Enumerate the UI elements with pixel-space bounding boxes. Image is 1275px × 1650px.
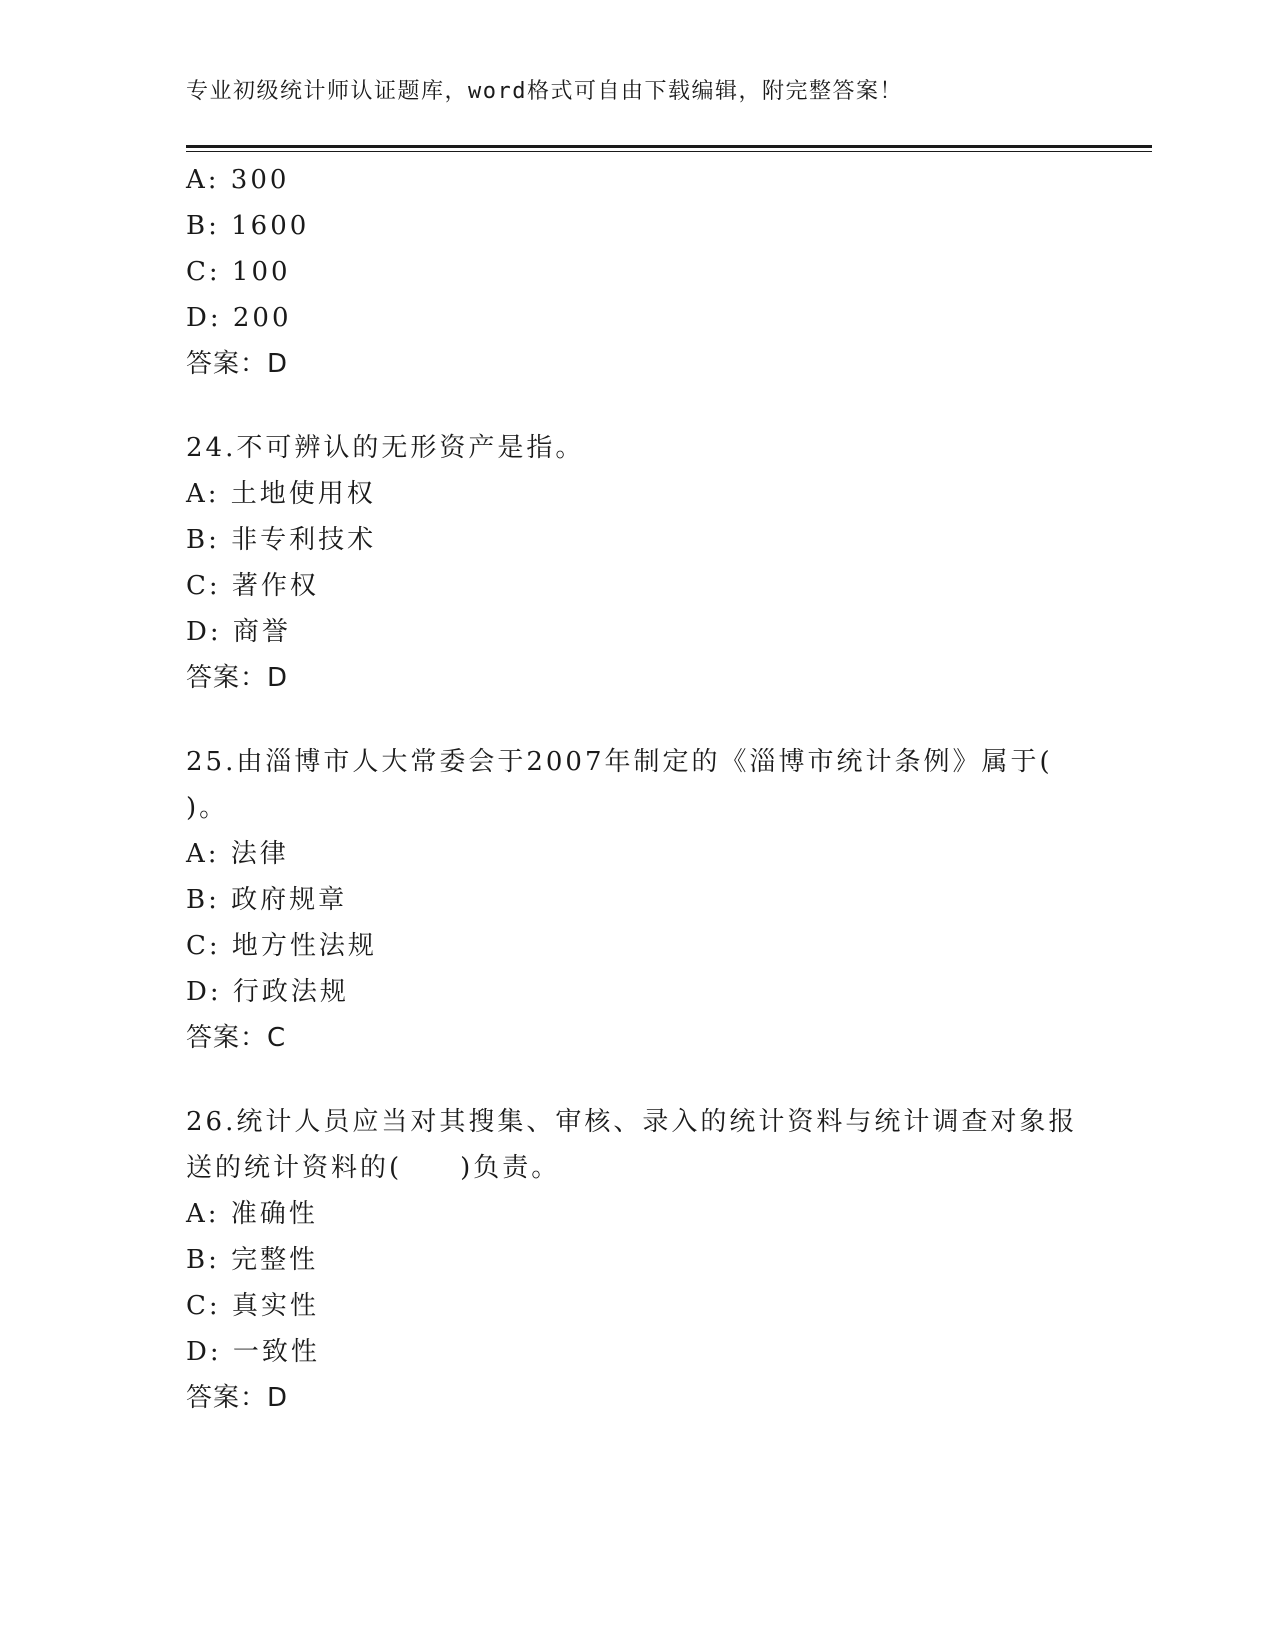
question-stem: 26.统计人员应当对其搜集、审核、录入的统计资料与统计调查对象报 — [186, 1107, 1078, 1137]
option-d: D: 200 — [186, 303, 292, 333]
answer: 答案：D — [186, 1383, 289, 1413]
option-c: C: 真实性 — [186, 1291, 319, 1321]
option-b: B: 非专利技术 — [186, 525, 377, 555]
option-d: D: 一致性 — [186, 1337, 320, 1367]
answer: 答案：D — [186, 349, 289, 379]
question-23 — [186, 157, 1086, 387]
option-c: C: 地方性法规 — [186, 931, 377, 961]
option-b: B: 政府规章 — [186, 885, 348, 915]
page-header: 专业初级统计师认证题库，word格式可自由下载编辑，附完整答案！ — [186, 79, 903, 104]
option-b: B: 1600 — [186, 211, 310, 241]
question-stem: 24.不可辨认的无形资产是指。 — [186, 433, 585, 463]
option-a: A: 法律 — [186, 839, 289, 869]
option-d: D: 商誉 — [186, 617, 291, 647]
option-a: A: 土地使用权 — [186, 479, 376, 509]
question-25 — [186, 739, 1086, 1061]
question-24 — [186, 425, 1086, 701]
question-stem: 25.由淄博市人大常委会于2007年制定的《淄博市统计条例》属于( — [186, 747, 1053, 777]
question-list — [186, 157, 1086, 1421]
option-a: A: 300 — [186, 165, 290, 195]
question-stem-cont: 送的统计资料的( )负责。 — [186, 1153, 561, 1183]
header-rule-thin — [186, 151, 1152, 152]
answer: 答案：D — [186, 663, 289, 693]
question-26 — [186, 1099, 1086, 1421]
header-rule-thick — [186, 145, 1152, 148]
option-b: B: 完整性 — [186, 1245, 319, 1275]
option-d: D: 行政法规 — [186, 977, 349, 1007]
option-a: A: 准确性 — [186, 1199, 318, 1229]
question-stem-cont: )。 — [186, 793, 229, 823]
answer: 答案：C — [186, 1023, 287, 1053]
option-c: C: 著作权 — [186, 571, 319, 601]
option-c: C: 100 — [186, 257, 291, 287]
